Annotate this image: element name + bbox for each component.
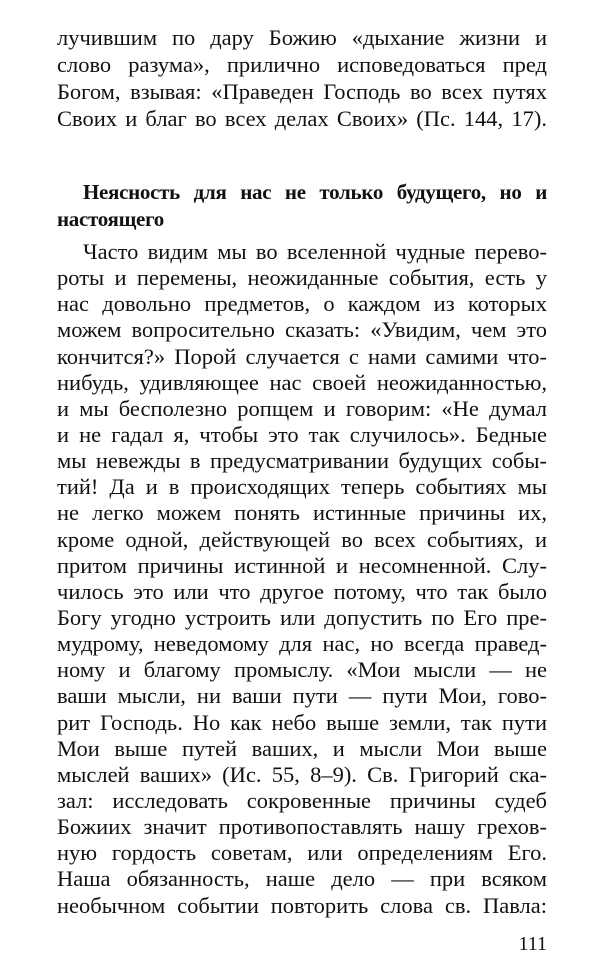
text-line: ную гордость советам, или определениям Его.	[57, 840, 547, 866]
text-line: мудрому, неведомому для нас, но всегда правед-	[57, 631, 547, 657]
text-line: и мы бесполезно ропщем и говорим: «Не думал	[57, 395, 547, 421]
text-line: роты и перемены, неожиданные события, есть у	[57, 265, 547, 291]
text-line: Богу угодно устроить или допустить по Его пре-	[57, 604, 547, 630]
paragraph-continuation	[57, 24, 547, 132]
text-line: кроме одной, действующей во всех событиях, и	[57, 526, 547, 552]
text-line: лучившим по дару Божию «дыхание жизни и	[57, 25, 547, 50]
text-line: ваши мысли, ни ваши пути — пути Мои, гово-	[57, 683, 547, 709]
text-line: мы невежды в предусматривании будущих собы-	[57, 448, 547, 474]
section-heading	[57, 179, 547, 233]
text-line: мыслей ваших» (Ис. 55, 8–9). Св. Григорий ска-	[57, 761, 547, 787]
text-line: необычном событии повторить слова св. Павла:	[57, 892, 547, 918]
text-line: Неясность для нас не только будущего, но и	[83, 180, 547, 204]
page-number: 111	[518, 933, 547, 955]
text-line: и не гадал я, чтобы это так случилось». Бедные	[57, 421, 547, 447]
text-line: притом причины истинной и несомненной. Слу-	[57, 552, 547, 578]
text-line: чилось это или что другое потому, что так было	[57, 578, 547, 604]
text-line: Божиих значит противопоставлять нашу грехов-	[57, 814, 547, 840]
text-line: нибудь, удивляющее нас своей неожиданностью,	[57, 369, 547, 395]
text-line: слово разума», прилично исповедоваться пред	[57, 52, 547, 77]
text-line: нас довольно предметов, о каждом из которых	[57, 291, 547, 317]
paragraph-body	[57, 239, 547, 919]
text-line: зал: исследовать сокровенные причины судеб	[57, 787, 547, 813]
text-line: Мои выше путей ваших, и мысли Мои выше	[57, 735, 547, 761]
text-line: Своих и благ во всех делах Своих» (Пс. 144, 17).	[57, 106, 547, 131]
text-line: не легко можем понять истинные причины их,	[57, 500, 547, 526]
text-line: кончится?» Порой случается с нами самими что-	[57, 343, 547, 369]
text-line: настоящего	[57, 207, 164, 231]
text-line: можем вопросительно сказать: «Увидим, чем это	[57, 317, 547, 343]
text-line: Богом, взывая: «Праведен Господь во всех путях	[57, 79, 547, 104]
text-line: ному и благому промыслу. «Мои мысли — не	[57, 657, 547, 683]
text-line: рит Господь. Но как небо выше земли, так пути	[57, 709, 547, 735]
text-line: тий! Да и в происходящих теперь событиях мы	[57, 474, 547, 500]
text-line: Часто видим мы во вселенной чудные перево-	[83, 239, 547, 264]
text-line: Наша обязанность, наше дело — при всяком	[57, 866, 547, 892]
